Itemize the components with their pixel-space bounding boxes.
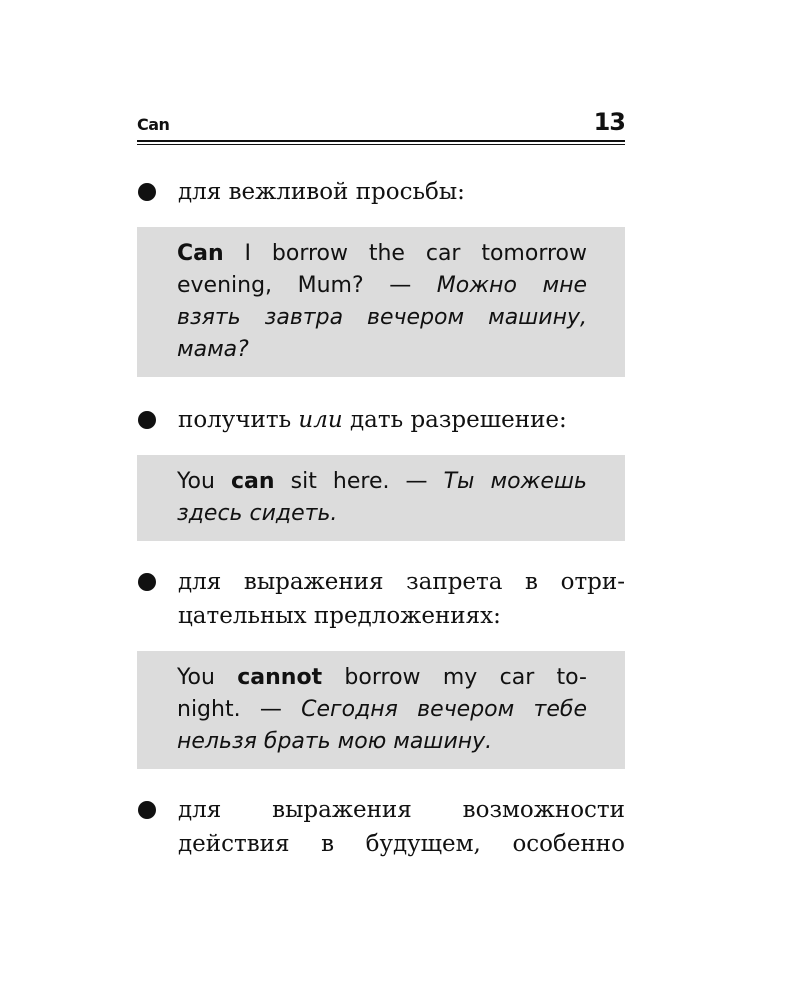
bullet-item-permission [137, 403, 625, 437]
example-line [177, 334, 587, 366]
bullet-dot-icon [138, 573, 156, 591]
example-english: sit here. — [274, 469, 444, 494]
bullet-dot-icon [138, 801, 156, 819]
bullet-dot-icon [138, 183, 156, 201]
bullet-item-prohibition [137, 565, 625, 633]
example-line [177, 726, 587, 758]
bullet-text: действия в будущем, особенно [178, 831, 625, 857]
example-translation: здесь сидеть. [177, 501, 338, 526]
example-english: evening, Mum? — [177, 273, 437, 298]
bullet-text [178, 403, 625, 437]
example-english: You [177, 469, 231, 494]
header-rule-thin [137, 144, 625, 145]
example-english: I borrow the car tomorrow [223, 241, 587, 266]
bullet-text-part: дать разрешение: [342, 407, 567, 433]
example-line [177, 302, 587, 334]
example-english: night. — [177, 697, 302, 722]
example-translation: Сегодня вечером тебе [301, 697, 587, 722]
bullet-text: цательных предложениях: [178, 603, 501, 629]
example-keyword: cannot [237, 665, 323, 690]
example-keyword: Can [177, 241, 224, 266]
example-translation: Ты можешь [443, 469, 587, 494]
example-line [177, 662, 587, 694]
page-number: 13 [593, 108, 625, 136]
example-line [177, 270, 587, 302]
example-line [177, 694, 587, 726]
example-translation: Можно мне [436, 273, 587, 298]
running-title: Can [137, 115, 170, 134]
book-page [137, 110, 625, 861]
example-box-prohibition [137, 651, 625, 769]
running-header [137, 110, 625, 140]
bullet-text: для выражения возможности [178, 797, 625, 823]
example-english: You [177, 665, 238, 690]
bullet-item-future-possibility [137, 793, 625, 861]
example-line [177, 466, 587, 498]
bullet-dot-icon [138, 411, 156, 429]
bullet-text-italic: или [298, 407, 343, 433]
bullet-text: для вежливой просьбы: [178, 179, 465, 205]
example-box-polite-request [137, 227, 625, 377]
example-translation: взять завтра вечером машину, [177, 305, 587, 330]
bullet-text-part: получить [178, 407, 299, 433]
example-keyword: can [231, 469, 275, 494]
bullet-item-polite-request [137, 175, 625, 209]
header-rule-thick [137, 140, 625, 142]
example-line [177, 238, 587, 270]
example-box-permission [137, 455, 625, 541]
example-line [177, 498, 587, 530]
example-english: borrow my car to- [322, 665, 587, 690]
bullet-text: для выражения запрета в отри- [178, 569, 625, 595]
example-translation: мама? [177, 337, 249, 362]
example-translation: нельзя брать мою машину. [177, 729, 493, 754]
